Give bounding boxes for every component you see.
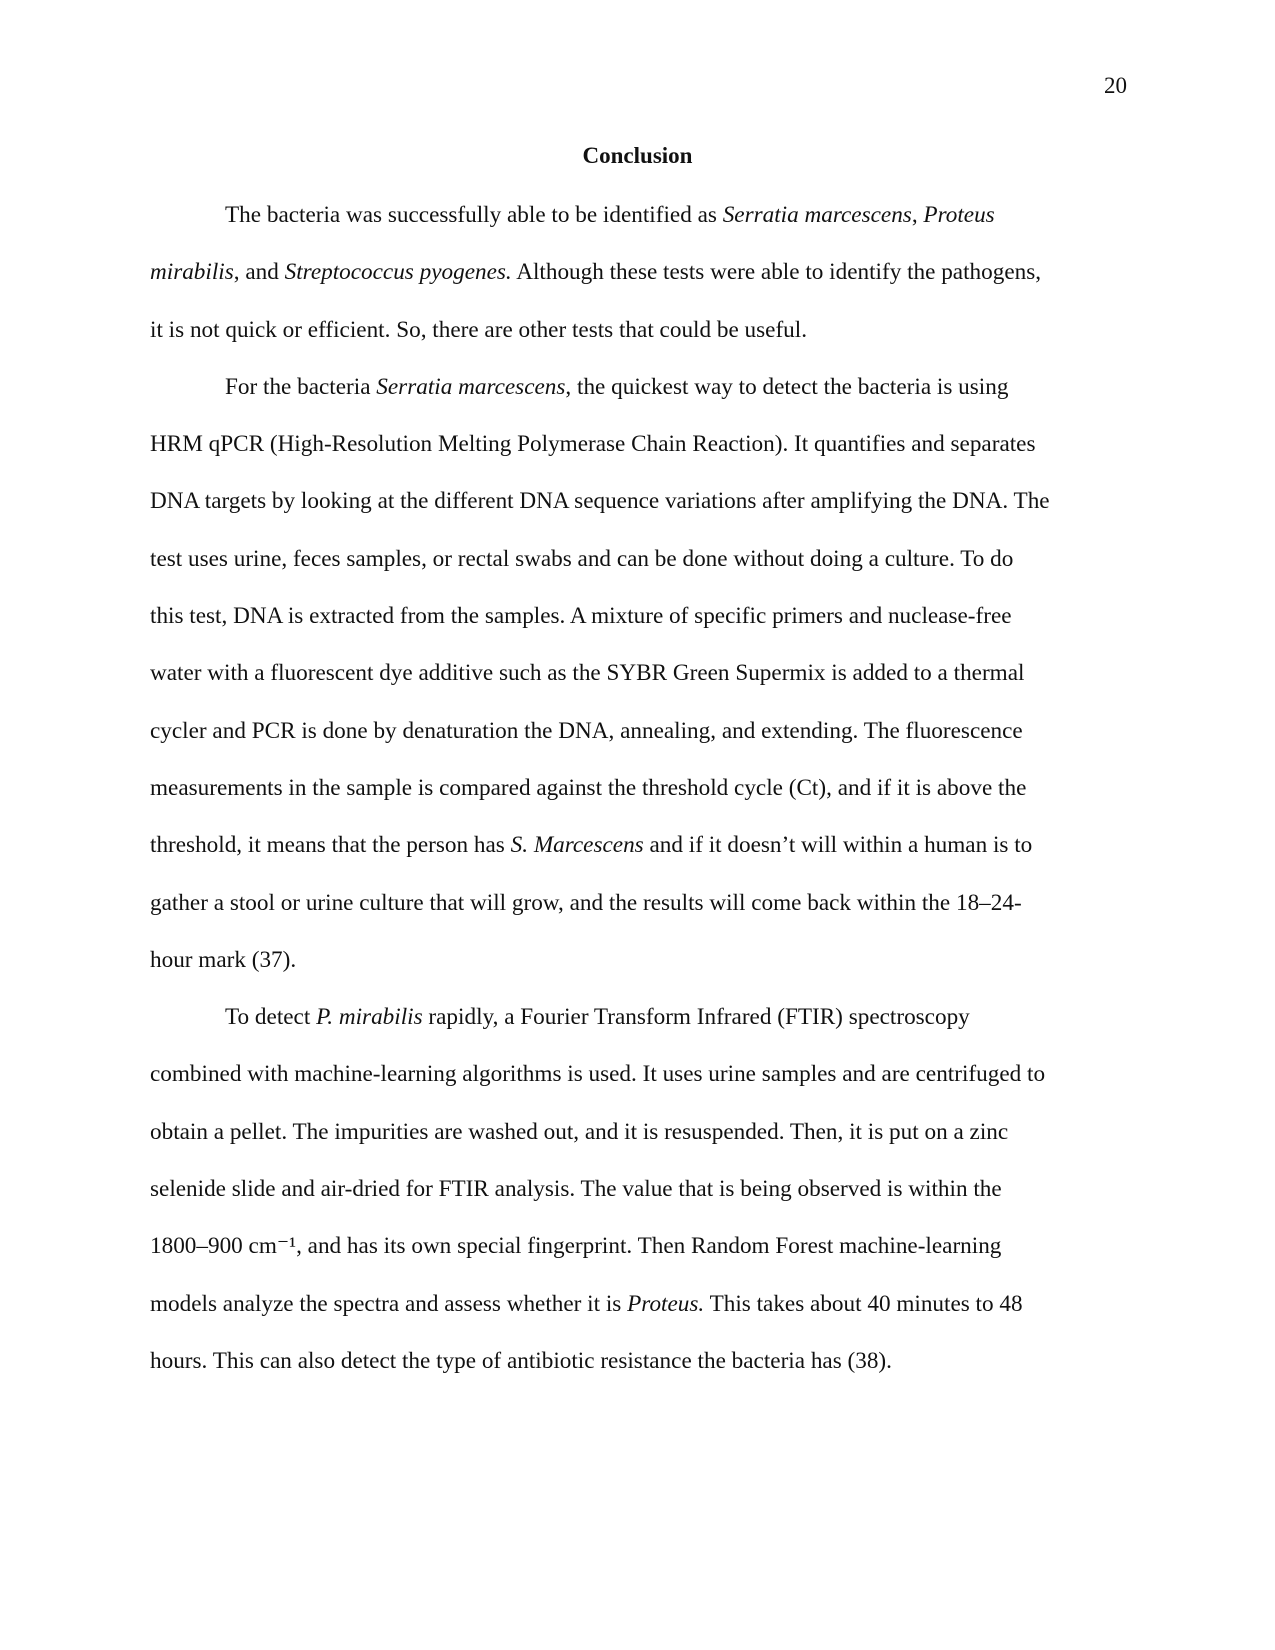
text-run: gather a stool or urine culture that will grow, and the results will come back within the 18–24- (150, 889, 1022, 916)
text-run: this test, DNA is extracted from the samples. A mixture of specific primers and nuclease-free (150, 603, 1012, 630)
text-run: This takes about 40 minutes to 48 (704, 1290, 1023, 1317)
text-line (150, 760, 1130, 817)
text-run: hour mark (37). (150, 946, 297, 973)
text-line (150, 1104, 1130, 1161)
text-line (150, 989, 1130, 1046)
text-run: For the bacteria (225, 373, 377, 400)
text-run: water with a fluorescent dye additive such as the SYBR Green Supermix is added to a thermal (150, 660, 1025, 687)
paragraph-1 (150, 187, 1130, 359)
text-line (150, 817, 1130, 874)
paragraph-3 (150, 989, 1130, 1390)
text-run: cycler and PCR is done by denaturation the DNA, annealing, and extending. The fluorescence (150, 717, 1023, 744)
text-line (150, 703, 1130, 760)
text-line (150, 645, 1130, 702)
body-text (150, 187, 1130, 1390)
italic-species-name: S. Marcescens (510, 832, 644, 859)
text-run: hours. This can also detect the type of antibiotic resistance the bacteria has (38). (150, 1347, 892, 1374)
text-run: test uses urine, feces samples, or rectal swabs and can be done without doing a culture. To do (150, 545, 1014, 572)
italic-species-name: Serratia marcescens (722, 202, 912, 228)
text-line (150, 1161, 1130, 1218)
italic-species-name: P. mirabilis (316, 1004, 423, 1031)
text-line (150, 531, 1130, 588)
text-line (150, 359, 1130, 416)
text-line (150, 473, 1130, 530)
text-run: , the quickest way to detect the bacteria is using (565, 373, 1009, 400)
text-run: rapidly, a Fourier Transform Infrared (FTIR) spectroscopy (422, 1004, 970, 1031)
text-line (150, 1333, 1130, 1390)
text-run: selenide slide and air-dried for FTIR analysis. The value that is being observed is within the (150, 1176, 1002, 1203)
text-line (150, 932, 1130, 989)
text-line (150, 416, 1130, 473)
text-line (150, 1046, 1130, 1103)
text-run: The bacteria was successfully able to be identified as (225, 202, 723, 228)
text-line (150, 244, 1130, 301)
text-line (150, 302, 1130, 359)
text-line (150, 1218, 1130, 1275)
text-run: measurements in the sample is compared against the threshold cycle (Ct), and if it is above the (150, 774, 1027, 801)
text-run: , (911, 202, 924, 228)
italic-species-name: mirabilis (150, 259, 234, 286)
text-line (150, 187, 1130, 244)
page-number: 20 (1104, 73, 1127, 98)
text-run: threshold, it means that the person has (150, 832, 511, 859)
italic-species-name: Streptococcus pyogenes. (284, 259, 512, 286)
text-run: , and (233, 259, 285, 286)
italic-species-name: Serratia marcescens (376, 373, 566, 400)
text-line (150, 1276, 1130, 1333)
italic-species-name: Proteus. (627, 1290, 705, 1317)
section-heading: Conclusion (582, 143, 693, 168)
text-run: Although these tests were able to identify the pathogens, (511, 259, 1042, 286)
text-run: models analyze the spectra and assess whether it is (150, 1290, 628, 1317)
text-run: it is not quick or efficient. So, there are other tests that could be useful. (150, 316, 808, 343)
text-run: 1800–900 cm⁻¹, and has its own special fingerprint. Then Random Forest machine-learning (150, 1233, 1002, 1260)
text-run: HRM qPCR (High-Resolution Melting Polymerase Chain Reaction). It quantifies and separates (150, 431, 1036, 458)
text-run: obtain a pellet. The impurities are washed out, and it is resuspended. Then, it is put on a zinc (150, 1118, 1009, 1145)
italic-species-name: Proteus (923, 202, 995, 228)
text-line (150, 588, 1130, 645)
text-run: and if it doesn’t will within a human is to (643, 832, 1033, 859)
paragraph-2 (150, 359, 1130, 989)
text-run: To detect (225, 1004, 317, 1031)
text-run: DNA targets by looking at the different DNA sequence variations after amplifying the DNA. The (150, 488, 1050, 515)
text-line (150, 875, 1130, 932)
text-run: combined with machine-learning algorithms is used. It uses urine samples and are centrifuged to (150, 1061, 1046, 1088)
